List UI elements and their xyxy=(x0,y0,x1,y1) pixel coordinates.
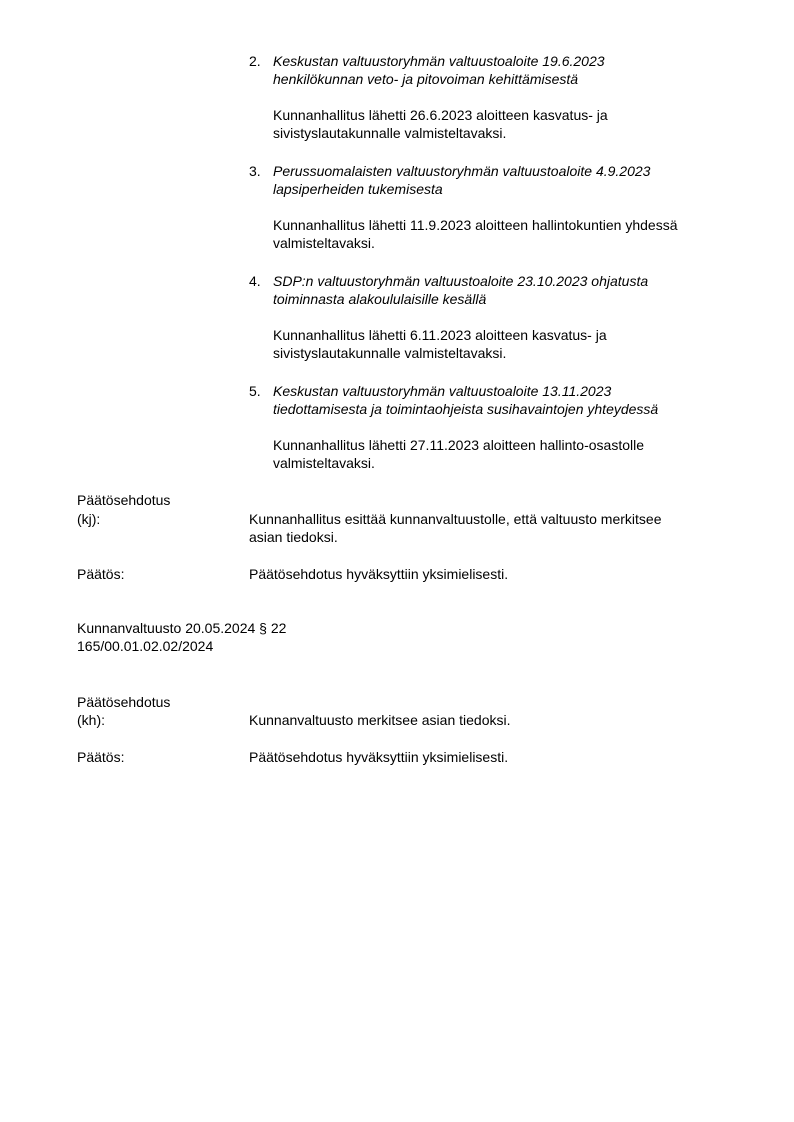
item-title-line: tiedottamisesta ja toimintaohjeista susihavaintojen yhteydessä xyxy=(273,401,659,417)
item-text-line: Kunnanhallitus lähetti 27.11.2023 aloitteen hallinto-osastolle xyxy=(273,437,645,453)
proposal-label-suffix: (kh): xyxy=(77,712,105,728)
proposal-label-suffix: (kj): xyxy=(77,511,101,527)
item-text-line: valmisteltavaksi. xyxy=(273,235,375,251)
item-title-line: lapsiperheiden tukemisesta xyxy=(273,181,443,197)
item-title-line: Keskustan valtuustoryhmän valtuustoaloite 19.6.2023 xyxy=(273,53,605,69)
proposal-text: Kunnanhallitus esittää kunnanvaltuustolle, että valtuusto merkitsee xyxy=(249,511,662,527)
item-number: 4. xyxy=(249,273,261,289)
item-title-line: Perussuomalaisten valtuustoryhmän valtuustoaloite 4.9.2023 xyxy=(273,163,651,179)
item-number: 2. xyxy=(249,53,261,69)
proposal-text: Kunnanvaltuusto merkitsee asian tiedoksi. xyxy=(249,712,511,728)
item-title-line: SDP:n valtuustoryhmän valtuustoaloite 23.10.2023 ohjatusta xyxy=(273,273,649,289)
proposal-label: Päätösehdotus xyxy=(77,694,171,710)
proposal-text: asian tiedoksi. xyxy=(249,529,338,545)
item-text-line: sivistyslautakunnalle valmisteltavaksi. xyxy=(273,125,507,141)
proposal-label: Päätösehdotus xyxy=(77,492,171,508)
item-text-line: Kunnanhallitus lähetti 26.6.2023 aloitteen kasvatus- ja xyxy=(273,107,608,123)
decision-text: Päätösehdotus hyväksyttiin yksimielisesti. xyxy=(249,749,509,765)
meeting-heading: Kunnanvaltuusto 20.05.2024 § 22 xyxy=(77,620,287,636)
item-text-line: sivistyslautakunnalle valmisteltavaksi. xyxy=(273,345,507,361)
record-number: 165/00.01.02.02/2024 xyxy=(77,638,214,654)
item-title-line: toiminnasta alakoululaisille kesällä xyxy=(273,291,487,307)
decision-text: Päätösehdotus hyväksyttiin yksimielisesti. xyxy=(249,566,509,582)
item-number: 3. xyxy=(249,163,261,179)
decision-label: Päätös: xyxy=(77,566,125,582)
item-text-line: valmisteltavaksi. xyxy=(273,455,375,471)
item-text-line: Kunnanhallitus lähetti 6.11.2023 aloitteen kasvatus- ja xyxy=(273,327,607,343)
item-number: 5. xyxy=(249,383,261,399)
item-text-line: Kunnanhallitus lähetti 11.9.2023 aloitteen hallintokuntien yhdessä xyxy=(273,217,678,233)
item-title-line: henkilökunnan veto- ja pitovoiman kehittämisestä xyxy=(273,71,579,87)
item-title-line: Keskustan valtuustoryhmän valtuustoaloite 13.11.2023 xyxy=(273,383,612,399)
decision-label: Päätös: xyxy=(77,749,125,765)
